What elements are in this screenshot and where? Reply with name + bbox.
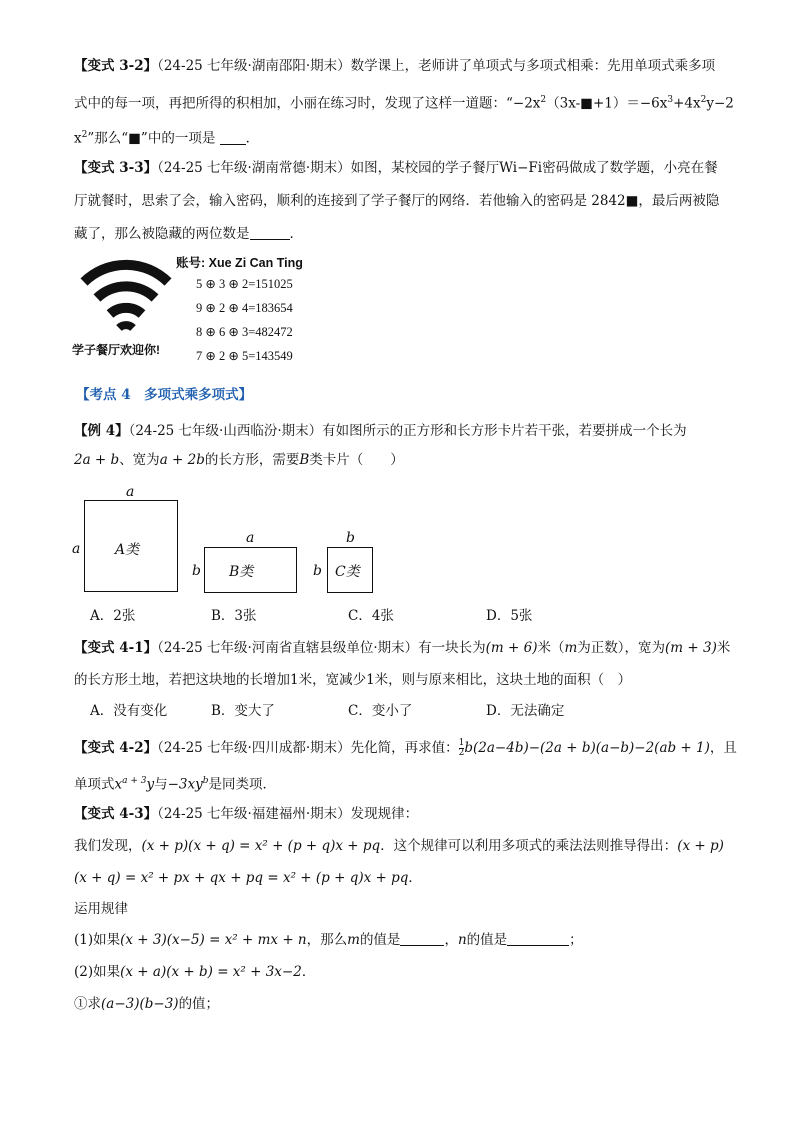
v32-text3a: x: [74, 130, 82, 147]
v43-text1: 发现规律：: [350, 806, 419, 822]
v43-text5e: 的值是: [359, 932, 401, 948]
v43-q2a-expr: (a−3)(b−3): [101, 996, 179, 1012]
v43-source: （24-25 七年级·福建福州·期末）: [157, 806, 351, 822]
v43-text5f: ，: [444, 932, 458, 948]
card-b: [204, 547, 297, 593]
v33-text3b: ．: [289, 226, 303, 242]
ex4-text2f: 类卡片（ ）: [309, 452, 404, 468]
v41-text2: 的长方形土地，若把这块地的长增加1米，宽减少1米，则与原来相比，这块土地的面积（ ）: [74, 672, 632, 688]
ex4-option-a[interactable]: A．2张: [90, 608, 136, 624]
card-a: [84, 500, 178, 592]
v32-text2c: +4x: [673, 95, 701, 112]
v43-var-n: n: [457, 932, 467, 948]
v42-line2: [74, 772, 276, 794]
v32-answer-blank[interactable]: [220, 131, 246, 145]
v41-tag: 【变式 4-1】: [74, 640, 158, 656]
v33-line3: [74, 225, 303, 243]
v32-text2a: 式中的每一项，再把所得的积相加，小丽在练习时，发现了这样一道题：“−2x: [74, 95, 541, 112]
ex4-line1: [74, 422, 687, 440]
v42-mono2-exp: b: [202, 776, 209, 786]
v43-q2-expr: (x + a)(x + b) = x² + 3x−2: [120, 964, 302, 980]
wifi-welcome: 学子餐厅欢迎你!: [72, 343, 160, 357]
v42-frac-num: 1: [458, 738, 465, 748]
v33-answer-blank[interactable]: [250, 226, 290, 240]
v32-text2b: （3x-■+1）＝−6x: [546, 95, 668, 112]
v42-frac-den: 2: [458, 748, 465, 758]
v33-line1: [74, 159, 718, 177]
v41-width-expr: (m + 3): [665, 640, 717, 656]
v41-text1c: 米（: [537, 640, 565, 656]
ex4-text2d: 的长方形，需要: [204, 452, 300, 468]
v43-text6c: ．: [301, 964, 316, 980]
v42-mono1-y: y: [146, 776, 155, 793]
v42-text1a: 先化简，再求值：: [350, 740, 459, 756]
v41-text1g: 米: [716, 640, 731, 656]
v43-text5c: ，那么: [306, 932, 348, 948]
v32-line1: [74, 57, 715, 75]
v41-text1e: 为正数），宽为: [577, 640, 666, 656]
section-title-k4: 【考点 4 多项式乘多项式】: [76, 387, 253, 403]
v41-option-d[interactable]: D．无法确定: [486, 703, 565, 719]
card-a-side-label: a: [72, 541, 81, 557]
wifi-equation-4: 7 ⊕ 2 ⊕ 5=143549: [196, 349, 293, 363]
ex4-text2b: 、宽为: [119, 452, 160, 468]
ex4-text1: 有如图所示的正方形和长方形卡片若干张，若要拼成一个长为: [322, 423, 687, 439]
v41-length-expr: (m + 6): [485, 640, 538, 656]
v42-tag: 【变式 4-2】: [74, 740, 158, 756]
v43-line7: [74, 995, 219, 1013]
v43-rule-expr: (x + p)(x + q) = x² + (p + q)x + pq: [141, 838, 381, 854]
ex4-option-c[interactable]: C．4张: [348, 608, 394, 624]
v43-tag: 【变式 4-3】: [74, 806, 158, 822]
card-b-top-label: a: [246, 530, 255, 546]
account-label: 账号:: [176, 256, 206, 270]
wifi-equation-2: 9 ⊕ 2 ⊕ 4=183654: [196, 301, 293, 315]
card-c: [327, 547, 373, 593]
v42-text2a: 单项式: [74, 776, 115, 793]
v41-var-m: m: [564, 640, 578, 656]
v33-source: （24-25 七年级·湖南常德·期末）: [157, 160, 351, 176]
v43-text2c: ．这个规律可以利用多项式的乘法法则推导得出：: [380, 838, 678, 854]
ex4-width-expr: a + 2b: [159, 452, 205, 468]
ex4-source: （24-25 七年级·山西临汾·期末）: [128, 423, 323, 439]
wifi-equation-1: 5 ⊕ 3 ⊕ 2=151025: [196, 277, 293, 291]
account-name: Xue Zi Can Ting: [208, 256, 303, 270]
ex4-tag: 【例 4】: [74, 423, 129, 439]
v32-text1: 数学课上，老师讲了单项式与多项式相乘：先用单项式乘多项: [350, 58, 716, 74]
wifi-equation-3: 8 ⊕ 6 ⊕ 3=482472: [196, 325, 293, 339]
v41-source: （24-25 七年级·河南省直辖县级单位·期末）: [157, 640, 419, 656]
v41-text1a: 有一块长为: [418, 640, 486, 656]
v33-tag: 【变式 3-3】: [74, 160, 158, 176]
v42-text2e: 与: [154, 776, 168, 793]
v32-source: （24-25 七年级·湖南邵阳·期末）: [157, 58, 351, 74]
v43-line2: [74, 837, 724, 855]
v43-n-answer-blank[interactable]: [507, 932, 569, 946]
card-b-side-label: b: [192, 563, 201, 579]
v43-text5i: ；: [569, 932, 583, 948]
v32-text3c: ．: [245, 130, 260, 147]
ex4-var-b: B: [299, 452, 310, 468]
v43-line5: [74, 931, 583, 949]
v43-text7c: 的值；: [178, 996, 220, 1012]
ex4-line2: [74, 451, 404, 469]
v43-text3b: ．: [408, 870, 422, 886]
v43-m-answer-blank[interactable]: [400, 932, 444, 946]
v43-q2a-label: ①求: [74, 996, 101, 1012]
v43-line4: [74, 900, 128, 918]
card-c-side-label: b: [313, 563, 322, 579]
v43-text2a: 我们发现，: [74, 838, 142, 854]
v33-text2: 厅就餐时，思索了会，输入密码，顺利的连接到了学子餐厅的网络．若他输入的密码是 2842■，最后两被隐: [74, 193, 720, 209]
card-c-name: C类: [335, 564, 360, 580]
v32-line2: [74, 91, 734, 113]
v43-line3: [74, 869, 422, 887]
card-c-top-label: b: [346, 530, 355, 546]
v43-q1-label: (1)如果: [74, 932, 121, 948]
v32-exp3: 2: [700, 95, 707, 105]
card-b-name: B类: [229, 564, 254, 580]
v42-source: （24-25 七年级·四川成都·期末）: [157, 740, 351, 756]
ex4-length-expr: 2a + b: [74, 452, 120, 468]
ex4-option-d[interactable]: D．5张: [486, 608, 533, 624]
v42-text1c: ，且: [709, 740, 737, 756]
v32-tag: 【变式 3-2】: [74, 58, 158, 74]
card-a-top-label: a: [126, 484, 135, 500]
v32-text3b: ”那么“■”中的一项是: [87, 130, 216, 147]
v43-q1-expr: (x + 3)(x−5) = x² + mx + n: [120, 932, 307, 948]
v41-option-c[interactable]: C．变小了: [348, 703, 413, 719]
v42-text2h: 是同类项．: [208, 776, 277, 793]
v33-text3a: 藏了，那么被隐藏的两位数是: [74, 226, 250, 242]
wifi-account: [176, 253, 303, 271]
v32-exp2: 3: [667, 95, 674, 105]
v42-expression: b(2a−4b)−(2a + b)(a−b)−2(ab + 1): [464, 740, 710, 756]
v41-option-a[interactable]: A．没有变化: [90, 703, 168, 719]
v43-apply-heading: 运用规律: [74, 901, 128, 917]
v43-q2-label: (2)如果: [74, 964, 121, 980]
v42-mono1-base: x: [114, 776, 123, 793]
v33-line2: [74, 192, 719, 210]
ex4-option-b[interactable]: B．3张: [211, 608, 257, 624]
v41-line2: [74, 671, 631, 689]
v41-line1: [74, 639, 730, 657]
v43-text5h: 的值是: [466, 932, 508, 948]
v32-exp1: 2: [540, 95, 547, 105]
v33-text1: 如图，某校园的学子餐厅Wi−Fi密码做成了数学题，小亮在餐: [350, 160, 718, 176]
v32-line3: [74, 126, 259, 148]
v42-mono1-exp: a + 3: [122, 776, 147, 786]
v43-text2d: (x + p): [677, 838, 724, 854]
v43-line6: [74, 963, 315, 981]
v42-mono2-base: −3xy: [167, 776, 203, 793]
v32-exp4: 2: [81, 130, 88, 140]
v41-option-b[interactable]: B．变大了: [211, 703, 275, 719]
wifi-icon: [80, 258, 172, 338]
v43-derivation: (x + q) = x² + px + qx + pq = x² + (p + q)x + pq: [74, 870, 409, 886]
v43-var-m: m: [347, 932, 360, 948]
v32-text2d: y−2: [706, 95, 734, 112]
v43-line1: [74, 805, 418, 823]
card-a-name: A类: [115, 542, 140, 558]
v42-line1: [74, 739, 737, 758]
